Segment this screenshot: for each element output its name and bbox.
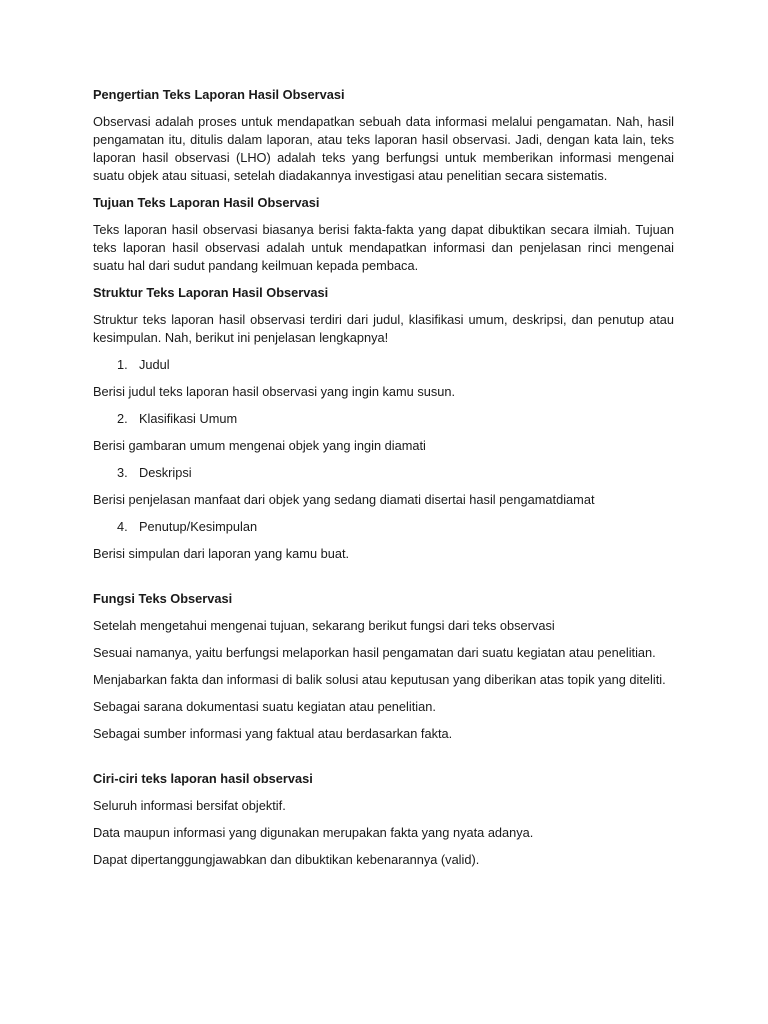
paragraph-ciri-2: Data maupun informasi yang digunakan merupakan fakta yang nyata adanya. xyxy=(93,825,534,840)
list-number: 4. xyxy=(117,519,128,534)
list-description: Berisi judul teks laporan hasil observasi yang ingin kamu susun. xyxy=(93,384,456,399)
list-item-judul xyxy=(93,356,674,374)
list-item-penutup xyxy=(93,518,674,536)
paragraph-fungsi-1: Sesuai namanya, yaitu berfungsi melaporkan hasil pengamatan dari suatu kegiatan atau penelitian. xyxy=(93,645,656,660)
list-description: Berisi gambaran umum mengenai objek yang ingin diamati xyxy=(93,438,426,453)
list-label: Klasifikasi Umum xyxy=(139,411,238,426)
list-label: Judul xyxy=(139,357,170,372)
blank-line xyxy=(93,572,674,590)
list-label: Deskripsi xyxy=(139,465,192,480)
list-item-klasifikasi xyxy=(93,410,674,428)
paragraph-struktur: Struktur teks laporan hasil observasi terdiri dari judul, klasifikasi umum, deskripsi, dan penutup atau kesimpulan. Nah, berikut ini penjelasan lengkapnya! xyxy=(93,312,674,345)
paragraph-pengertian: Observasi adalah proses untuk mendapatkan sebuah data informasi melalui pengamatan. Nah, hasil pengamatan itu, ditulis dalam laporan, atau teks laporan hasil observasi. Jadi, dengan kata lain, teks laporan hasil observasi (LHO) adalah teks yang berfungsi untuk memberikan informasi mengenai suatu objek atau situasi, setelah diadakannya investigasi atau penelitian secara sistematis. xyxy=(93,114,674,183)
paragraph-ciri-1: Seluruh informasi bersifat objektif. xyxy=(93,798,286,813)
list-description: Berisi simpulan dari laporan yang kamu buat. xyxy=(93,546,350,561)
document-page xyxy=(93,86,674,878)
list-number: 3. xyxy=(117,465,128,480)
section-heading-ciri: Ciri-ciri teks laporan hasil observasi xyxy=(93,771,313,786)
list-item-deskripsi xyxy=(93,464,674,482)
list-number: 2. xyxy=(117,411,128,426)
section-heading-tujuan: Tujuan Teks Laporan Hasil Observasi xyxy=(93,195,320,210)
paragraph-tujuan: Teks laporan hasil observasi biasanya berisi fakta-fakta yang dapat dibuktikan secara ilmiah. Tujuan teks laporan hasil observasi adalah untuk mendapatkan informasi dan penjelasan rinci mengenai suatu hal dari sudut pandang keilmuan kepada pembaca. xyxy=(93,222,674,273)
paragraph-fungsi-intro: Setelah mengetahui mengenai tujuan, sekarang berikut fungsi dari teks observasi xyxy=(93,618,555,633)
section-heading-pengertian: Pengertian Teks Laporan Hasil Observasi xyxy=(93,87,345,102)
paragraph-ciri-3: Dapat dipertanggungjawabkan dan dibuktikan kebenarannya (valid). xyxy=(93,852,480,867)
list-label: Penutup/Kesimpulan xyxy=(139,519,258,534)
section-heading-fungsi: Fungsi Teks Observasi xyxy=(93,591,233,606)
list-description: Berisi penjelasan manfaat dari objek yang sedang diamati disertai hasil pengamatdiamat xyxy=(93,492,595,507)
list-number: 1. xyxy=(117,357,128,372)
paragraph-fungsi-2: Menjabarkan fakta dan informasi di balik solusi atau keputusan yang diberikan atas topik yang diteliti. xyxy=(93,672,666,687)
paragraph-fungsi-4: Sebagai sumber informasi yang faktual atau berdasarkan fakta. xyxy=(93,726,453,741)
blank-line xyxy=(93,752,674,770)
paragraph-fungsi-3: Sebagai sarana dokumentasi suatu kegiatan atau penelitian. xyxy=(93,699,436,714)
section-heading-struktur: Struktur Teks Laporan Hasil Observasi xyxy=(93,285,329,300)
